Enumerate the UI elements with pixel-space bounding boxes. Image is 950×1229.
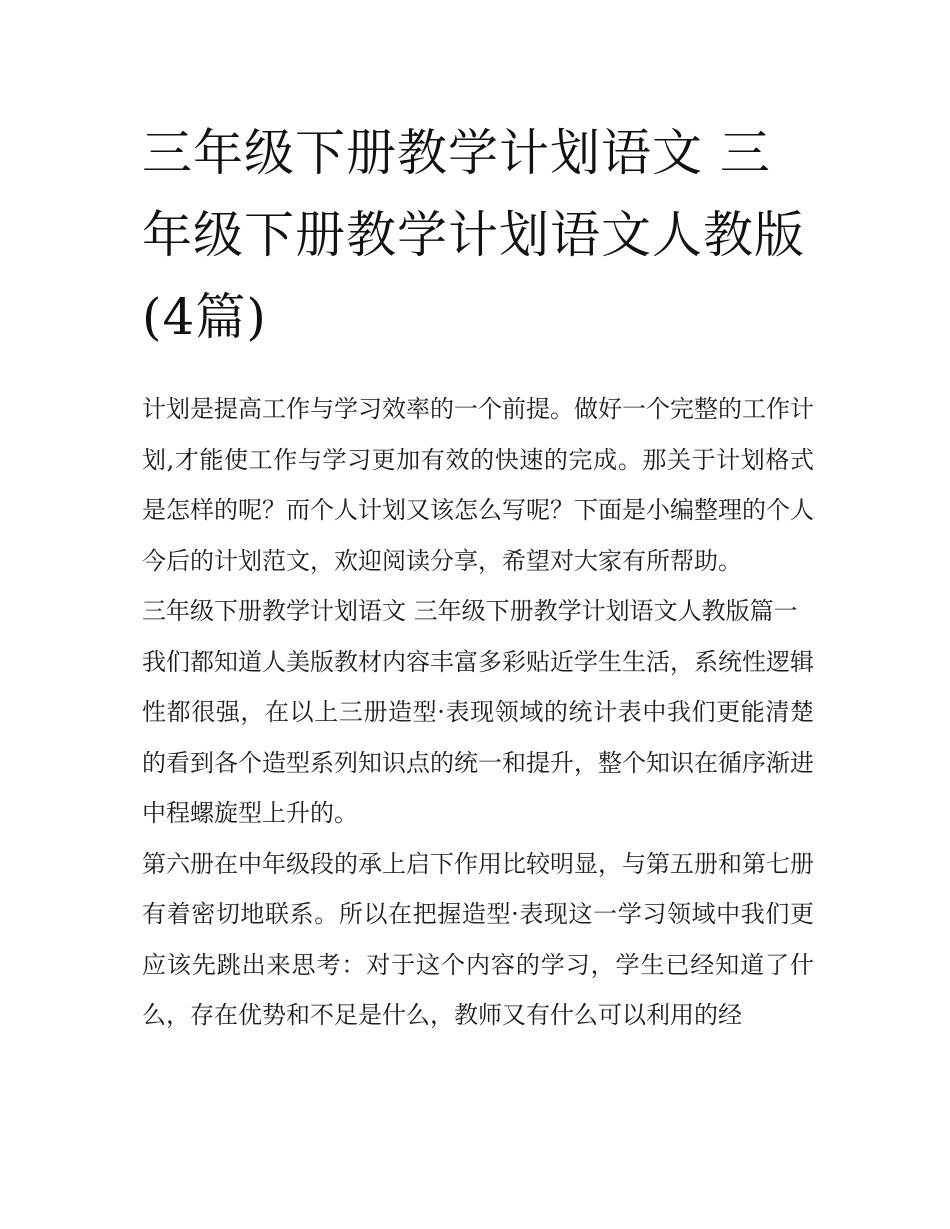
document-body (142, 112, 814, 1041)
document-title: 三年级下册教学计划语文 三年级下册教学计划语文人教版(4篇) (142, 124, 805, 346)
body-paragraph: 第六册在中年级段的承上启下作用比较明显，与第五册和第七册有着密切地联系。所以在把握造型·表现这一学习领域中我们更应该先跳出来思考：对于这个内容的学习，学生已经知道了什么，存在优势和不足是什么，教师又有什么可以利用的经 (142, 849, 814, 1029)
section-heading: 三年级下册教学计划语文 三年级下册教学计划语文人教版篇一 (142, 597, 798, 625)
intro-paragraph: 计划是提高工作与学习效率的一个前提。做好一个完整的工作计划,才能使工作与学习更加有效的快速的完成。那关于计划格式是怎样的呢？而个人计划又该怎么写呢？下面是小编整理的个人今后的计划范文，欢迎阅读分享，希望对大家有所帮助。 (142, 395, 814, 575)
body-paragraph: 我们都知道人美版教材内容丰富多彩贴近学生生活，系统性逻辑性都很强，在以上三册造型·表现领域的统计表中我们更能清楚的看到各个造型系列知识点的统一和提升，整个知识在循序渐进中程螺旋型上升的。 (142, 647, 814, 827)
